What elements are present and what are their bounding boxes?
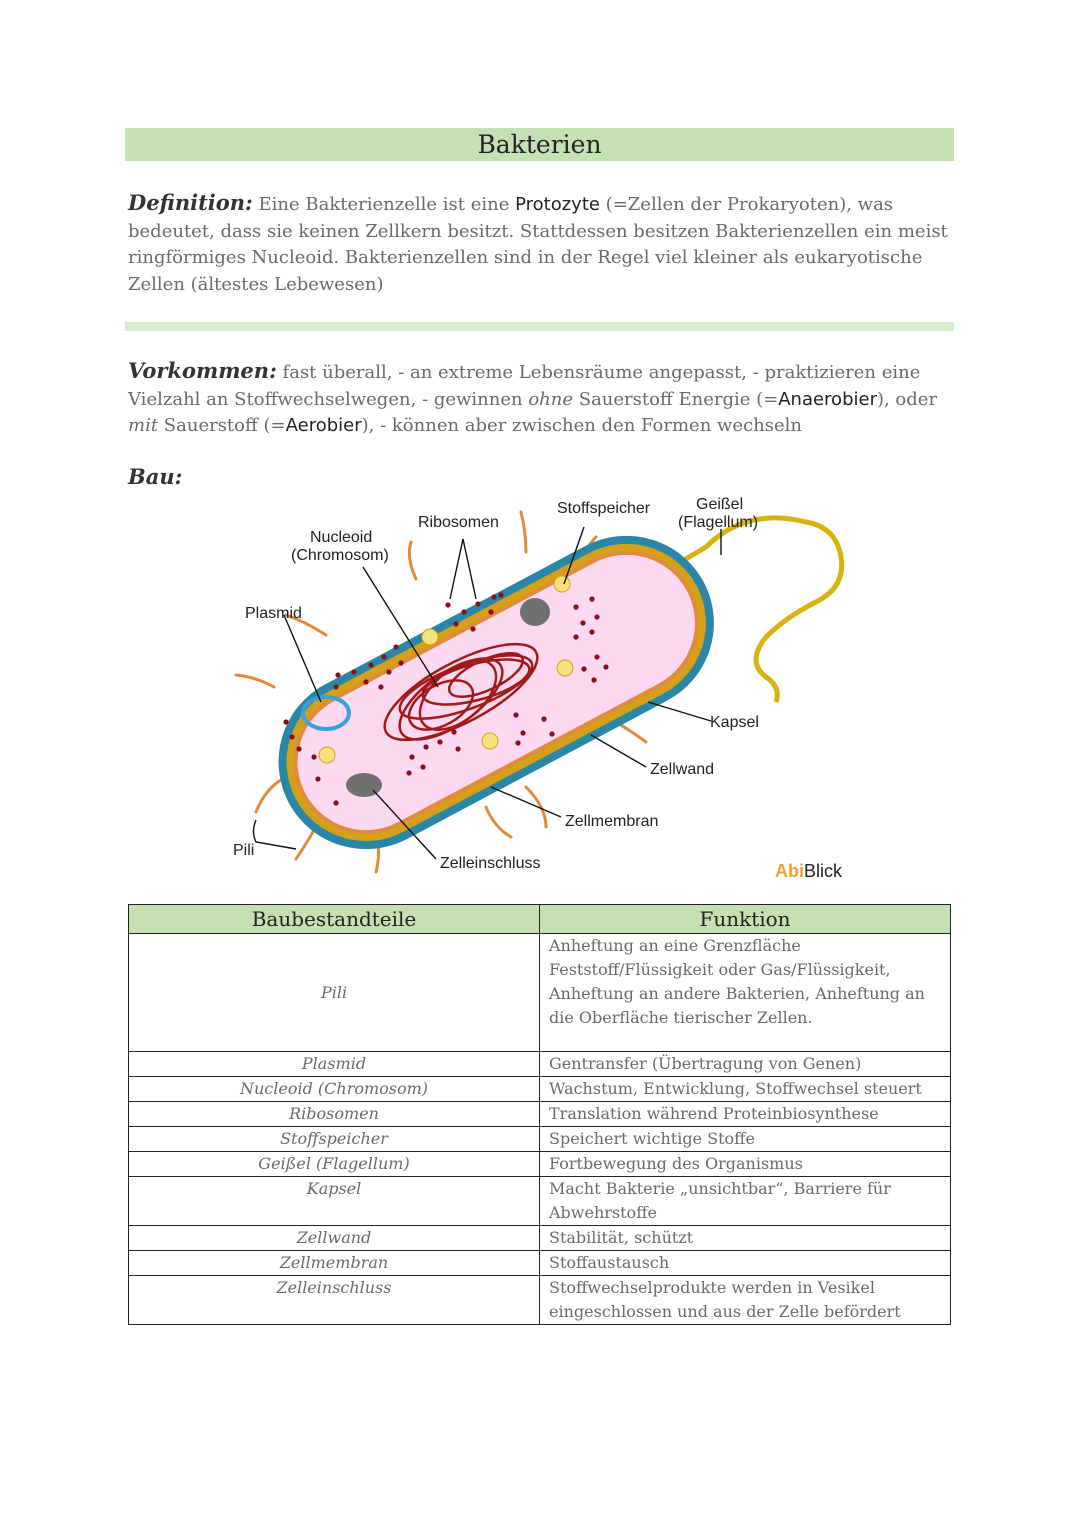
function-table — [128, 904, 951, 1325]
table-cell-part: Pili — [129, 934, 540, 1052]
table-cell-function: Stoffwechselprodukte werden in Vesikel eingeschlossen und aus der Zelle befördert — [540, 1276, 951, 1325]
page-title: Bakterien — [477, 130, 602, 159]
abiblick-logo: AbiBlick — [775, 861, 843, 881]
title-bar — [125, 128, 954, 161]
vorkommen-anaerobier: Anaerobier — [778, 388, 877, 410]
table-cell-part: Zellmembran — [129, 1251, 540, 1276]
label-geissel-line2: (Flagellum) — [678, 514, 759, 531]
label-nucleoid-line2: (Chromosom) — [291, 547, 389, 564]
table-row — [129, 1102, 951, 1127]
table-row — [129, 1251, 951, 1276]
vorkommen-mit: mit — [128, 415, 159, 436]
label-kapsel: Kapsel — [710, 714, 759, 731]
table-cell-part: Stoffspeicher — [129, 1127, 540, 1152]
table-row — [129, 1052, 951, 1077]
table-cell-part: Zelleinschluss — [129, 1276, 540, 1325]
table-cell-function: Stoffaustausch — [540, 1251, 951, 1276]
vorkommen-text-2: Sauerstoff Energie (= — [573, 388, 779, 410]
table-cell-part: Ribosomen — [129, 1102, 540, 1127]
label-zelleinschluss: Zelleinschluss — [440, 855, 541, 872]
definition-paragraph — [128, 190, 952, 298]
table-header-part: Baubestandteile — [129, 905, 540, 934]
table-cell-function: Translation während Proteinbiosynthese — [540, 1102, 951, 1127]
label-zellmembran: Zellmembran — [565, 813, 659, 830]
table-cell-part: Plasmid — [129, 1052, 540, 1077]
label-pili: Pili — [233, 842, 255, 859]
table-row — [129, 1226, 951, 1251]
bacterium-svg — [226, 487, 860, 883]
bacterium-diagram — [226, 487, 860, 883]
definition-term: Protozyte — [515, 194, 600, 215]
vorkommen-label: Vorkommen: — [128, 358, 277, 383]
table-row — [129, 1276, 951, 1325]
label-plasmid: Plasmid — [245, 605, 302, 622]
label-zellwand: Zellwand — [650, 761, 715, 778]
label-ribosomen: Ribosomen — [418, 514, 499, 531]
table-cell-function: Stabilität, schützt — [540, 1226, 951, 1251]
table-cell-function: Macht Bakterie „unsichtbar“, Barriere für Abwehrstoffe — [540, 1177, 951, 1226]
table-cell-part: Nucleoid (Chromosom) — [129, 1077, 540, 1102]
table-cell-function: Speichert wichtige Stoffe — [540, 1127, 951, 1152]
table-cell-function: Anheftung an eine Grenzfläche Feststoff/Flüssigkeit oder Gas/Flüssigkeit, Anheftung an andere Bakterien, Anheftung an die Oberfläche tierischer Zellen. — [540, 934, 951, 1052]
table-row — [129, 934, 951, 1052]
definition-text-2: (=Zellen der Prokaryoten), was bedeutet, dass sie keinen Zellkern besitzt. Stattdessen besitzen Bakterienzellen ein meist ringförmiges Nucleoid. Bakterienzellen sind in der Regel viel kleiner als eukaryotische Zellen (ältestes Lebewesen) — [128, 194, 948, 295]
vorkommen-text-5: ), - können aber zwischen den Formen wechseln — [361, 415, 802, 436]
vorkommen-aerobier: Aerobier — [285, 415, 362, 436]
table-row — [129, 1127, 951, 1152]
inclusion-top — [520, 598, 550, 626]
table-header-function: Funktion — [540, 905, 951, 934]
table-cell-part: Geißel (Flagellum) — [129, 1152, 540, 1177]
label-nucleoid-line1: Nucleoid — [310, 529, 373, 546]
table-cell-function: Wachstum, Entwicklung, Stoffwechsel steuert — [540, 1077, 951, 1102]
vorkommen-text-1: fast überall, - an extreme Lebensräume angepasst, - praktizieren eine Vielzahl an Stoffwechselwegen, - gewinnen — [128, 362, 921, 410]
table-row — [129, 1077, 951, 1102]
vorkommen-paragraph — [128, 358, 952, 440]
table-cell-function: Gentransfer (Übertragung von Genen) — [540, 1052, 951, 1077]
table-row — [129, 1177, 951, 1226]
vorkommen-ohne: ohne — [528, 388, 574, 410]
section-divider — [125, 322, 954, 331]
table-cell-function: Fortbewegung des Organismus — [540, 1152, 951, 1177]
definition-label: Definition: — [128, 190, 253, 215]
bau-label: Bau: — [128, 464, 183, 489]
label-stoffspeicher: Stoffspeicher — [557, 500, 651, 517]
table-cell-part: Zellwand — [129, 1226, 540, 1251]
vorkommen-text-3: ), oder — [876, 388, 938, 410]
table-cell-part: Kapsel — [129, 1177, 540, 1226]
table-row — [129, 1152, 951, 1177]
definition-text-1: Eine Bakterienzelle ist eine — [252, 194, 516, 215]
vorkommen-text-4: Sauerstoff (= — [158, 415, 286, 436]
label-geissel-line1: Geißel — [696, 496, 744, 513]
